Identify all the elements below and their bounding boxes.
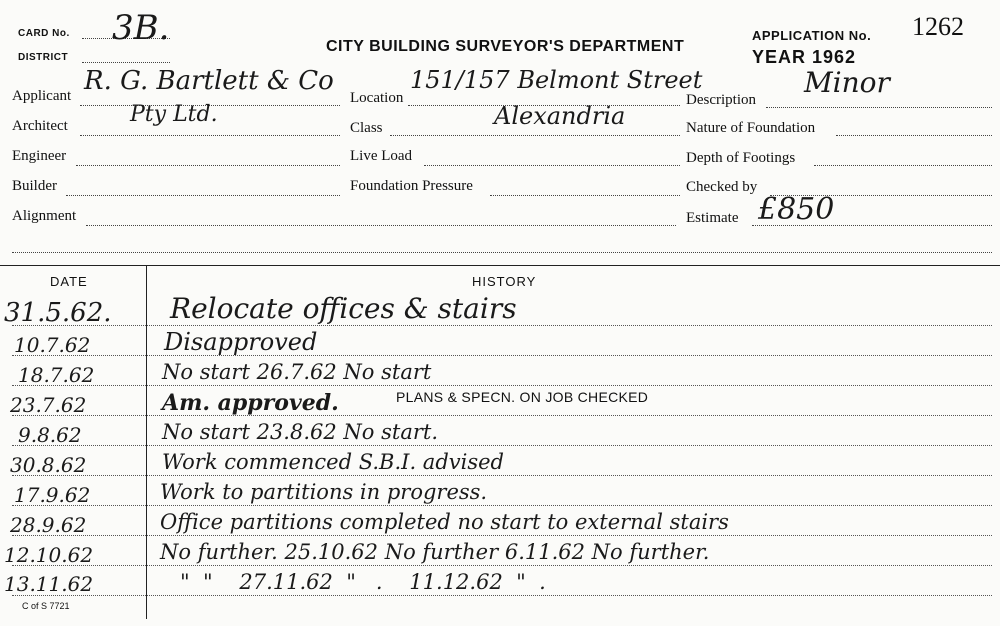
history-row-line bbox=[12, 355, 992, 356]
builder-label: Builder bbox=[12, 178, 57, 194]
history-entry: Am. approved. bbox=[162, 390, 339, 416]
estimate-value: £850 bbox=[758, 192, 835, 227]
form-code: C of S 7721 bbox=[22, 601, 70, 611]
history-entry: No start 26.7.62 No start bbox=[162, 360, 432, 384]
history-date: 30.8.62 bbox=[10, 453, 87, 477]
history-entry: Work commenced S.B.I. advised bbox=[162, 450, 504, 474]
depth-of-footings-line bbox=[814, 165, 992, 166]
history-entry: Disapproved bbox=[164, 328, 318, 356]
history-date: 28.9.62 bbox=[10, 513, 87, 537]
history-row-line bbox=[12, 565, 992, 566]
district-line bbox=[82, 62, 170, 63]
application-label: APPLICATION No. bbox=[752, 28, 872, 43]
applicant-value-2: Pty Ltd. bbox=[130, 102, 218, 127]
card-no-label: CARD No. bbox=[18, 28, 70, 39]
builder-line bbox=[66, 195, 340, 196]
estimate-label: Estimate bbox=[686, 210, 739, 226]
architect-line bbox=[80, 135, 340, 136]
department-title: CITY BUILDING SURVEYOR'S DEPARTMENT bbox=[326, 38, 685, 55]
architect-label: Architect bbox=[12, 118, 68, 134]
applicant-value: R. G. Bartlett & Co bbox=[84, 66, 334, 96]
history-entry: Office partitions completed no start to external stairs bbox=[160, 510, 729, 534]
history-row-line bbox=[12, 475, 992, 476]
history-entry: No further. 25.10.62 No further 6.11.62 No further. bbox=[160, 540, 710, 564]
history-row-line bbox=[12, 595, 992, 596]
history-row-line bbox=[12, 445, 992, 446]
history-row-line bbox=[12, 535, 992, 536]
year-label: YEAR 1962 bbox=[752, 47, 857, 67]
live-load-line bbox=[424, 165, 680, 166]
live-load-label: Live Load bbox=[350, 148, 413, 164]
history-date: 12.10.62 bbox=[4, 543, 94, 567]
foundation-pressure-label: Foundation Pressure bbox=[350, 178, 473, 194]
nature-of-foundation-label: Nature of Foundation bbox=[686, 120, 816, 136]
history-date: 17.9.62 bbox=[14, 483, 91, 507]
location-value: 151/157 Belmont Street bbox=[410, 66, 703, 94]
date-column-header: DATE bbox=[50, 274, 88, 289]
applicant-label: Applicant bbox=[12, 88, 72, 104]
engineer-line bbox=[76, 165, 340, 166]
history-date: 10.7.62 bbox=[14, 333, 91, 357]
location-label: Location bbox=[350, 90, 404, 106]
alignment-line bbox=[86, 225, 676, 226]
history-row-line bbox=[12, 325, 992, 326]
history-entry: Relocate offices & stairs bbox=[170, 292, 517, 325]
location-value-2: Alexandria bbox=[494, 102, 626, 130]
history-date: 9.8.62 bbox=[18, 423, 82, 447]
description-line bbox=[766, 107, 992, 108]
history-row-line bbox=[12, 505, 992, 506]
form-bottom-line bbox=[12, 252, 992, 253]
plans-checked-stamp: PLANS & SPECN. ON JOB CHECKED bbox=[396, 389, 649, 405]
history-column-header: HISTORY bbox=[472, 274, 537, 289]
foundation-pressure-line bbox=[490, 195, 680, 196]
history-entry: No start 23.8.62 No start. bbox=[162, 420, 438, 444]
class-line bbox=[390, 135, 680, 136]
history-date: 13.11.62 bbox=[4, 572, 94, 596]
checked-by-label: Checked by bbox=[686, 179, 758, 195]
nature-of-foundation-line bbox=[836, 135, 992, 136]
district-label: DISTRICT bbox=[18, 52, 69, 63]
history-date: 31.5.62. bbox=[4, 298, 112, 328]
history-row-line bbox=[12, 415, 992, 416]
card-no-value: 3B. bbox=[112, 8, 170, 48]
class-label: Class bbox=[350, 120, 383, 136]
history-entry: " " 27.11.62 " . 11.12.62 " . bbox=[180, 570, 546, 594]
history-top-rule bbox=[0, 265, 1000, 266]
description-value: Minor bbox=[804, 66, 890, 99]
alignment-label: Alignment bbox=[12, 208, 77, 224]
description-label: Description bbox=[686, 92, 756, 108]
history-entry: Work to partitions in progress. bbox=[160, 480, 488, 504]
history-date: 23.7.62 bbox=[10, 393, 87, 417]
depth-of-footings-label: Depth of Footings bbox=[686, 150, 796, 166]
engineer-label: Engineer bbox=[12, 148, 67, 164]
application-number: 1262 bbox=[912, 12, 964, 41]
history-date: 18.7.62 bbox=[18, 363, 95, 387]
history-row-line bbox=[12, 385, 992, 386]
